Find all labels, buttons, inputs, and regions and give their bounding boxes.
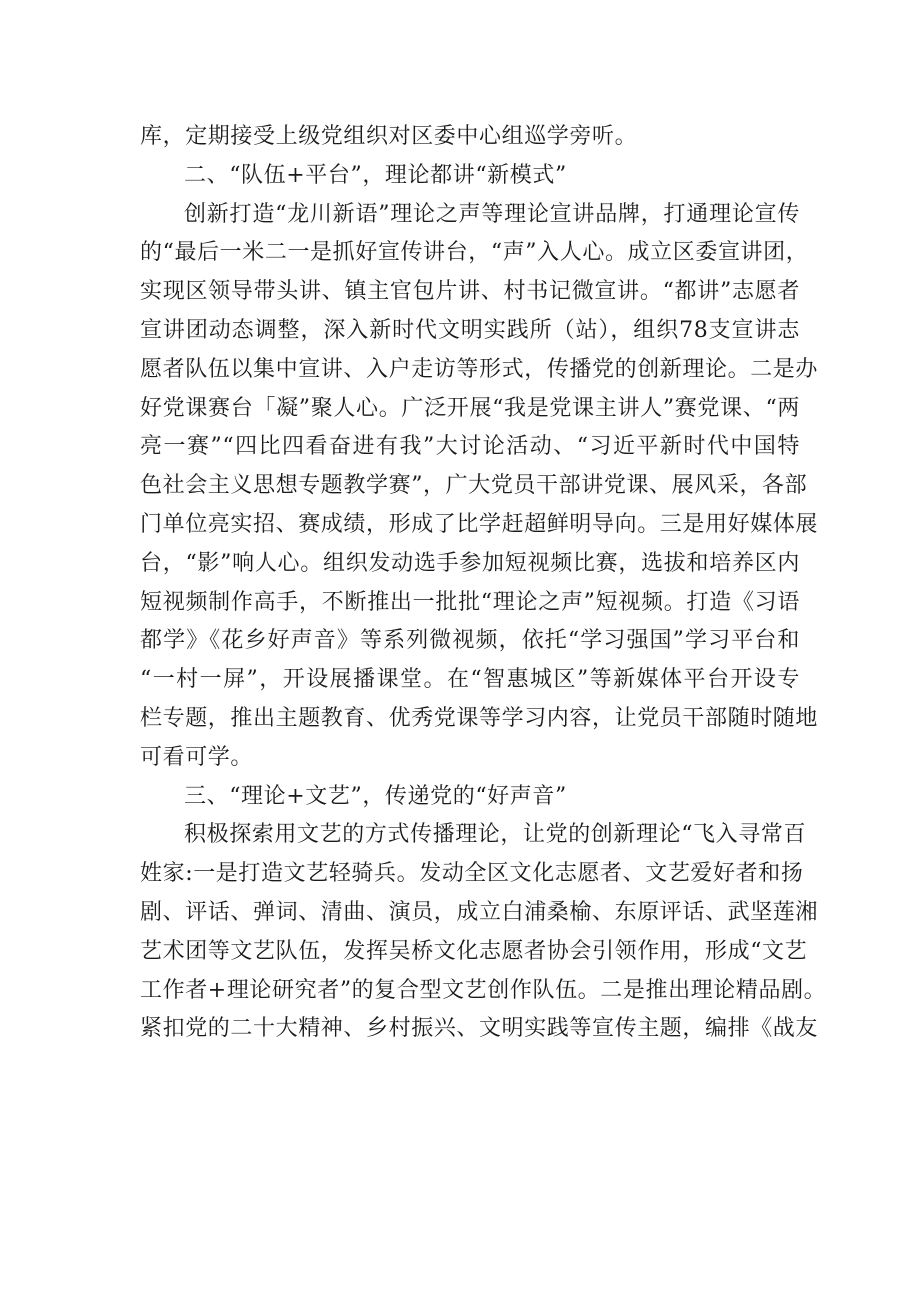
section-heading-2: 二、“队伍+平台”，理论都讲“新模式”: [184, 162, 567, 188]
body-text: [140, 118, 827, 1049]
text-line: 库，定期接受上级党组织对区委中心组巡学旁听。: [140, 124, 638, 149]
text-line: 工作者+理论研究者”的复合型文艺创作队伍。二是推出理论精品剧。: [140, 977, 827, 1003]
text-line: 姓家:一是打造文艺轻骑兵。发动全区文化志愿者、文艺爱好者和扬: [140, 861, 804, 887]
text-line: 门单位亮实招、赛成绩，形成了比学赶超鲜明导向。三是用好媒体展: [140, 511, 819, 537]
text-line: 实现区领导带头讲、镇主官包片讲、村书记微宣讲。“都讲”志愿者: [140, 279, 800, 305]
section-heading-3: 三、“理论+文艺”，传递党的“好声音”: [184, 783, 567, 809]
text-line: 好党课赛台「凝”聚人心。广泛开展“我是党课主讲人”赛党课、“两: [140, 395, 800, 421]
text-line: 亮一赛”“四比四看奋进有我”大讨论活动、“习近平新时代中国特: [140, 434, 800, 460]
text-line: 积极探索用文艺的方式传播理论，让党的创新理论“飞入寻常百: [184, 822, 807, 848]
text-line: 紧扣党的二十大精神、乡村振兴、文明实践等宣传主题，编排《战友: [140, 1016, 819, 1042]
text-line: 台，“影”响人心。组织发动选手参加短视频比赛，选拔和培养区内: [140, 550, 800, 576]
text-line: 都学》《花乡好声音》等系列微视频，依托“学习强国”学习平台和: [140, 628, 800, 654]
text-line: 创新打造“龙川新语”理论之声等理论宣讲品牌，打通理论宣传: [184, 201, 800, 227]
text-line: 栏专题，推出主题教育、优秀党课等学习内容，让党员干部随时随地: [140, 705, 819, 731]
text-line: 短视频制作高手，不断推出一批批“理论之声”短视频。打造《习语: [140, 589, 800, 615]
text-line: 色社会主义思想专题教学赛”，广大党员干部讲党课、展风采，各部: [140, 473, 808, 499]
text-line: 愿者队伍以集中宣讲、入户走访等形式，传播党的创新理论。二是办: [140, 356, 819, 382]
text-line: 可看可学。: [140, 744, 254, 770]
text-line: 宣讲团动态调整，深入新时代文明实践所（站），组织78支宣讲志: [140, 317, 800, 343]
text-line: “一村一屏”，开设展播课堂。在“智惠城区”等新媒体平台开设专: [140, 667, 800, 693]
text-line: 剧、评话、弹词、清曲、演员，成立白浦桑榆、东原评话、武坚莲湘: [140, 899, 819, 925]
text-line: 艺术团等文艺队伍，发挥吴桥文化志愿者协会引领作用，形成“文艺: [140, 938, 808, 964]
text-line: 的“最后一米二一是抓好宣传讲台，“声”入人心。成立区委宣讲团，: [140, 240, 809, 266]
